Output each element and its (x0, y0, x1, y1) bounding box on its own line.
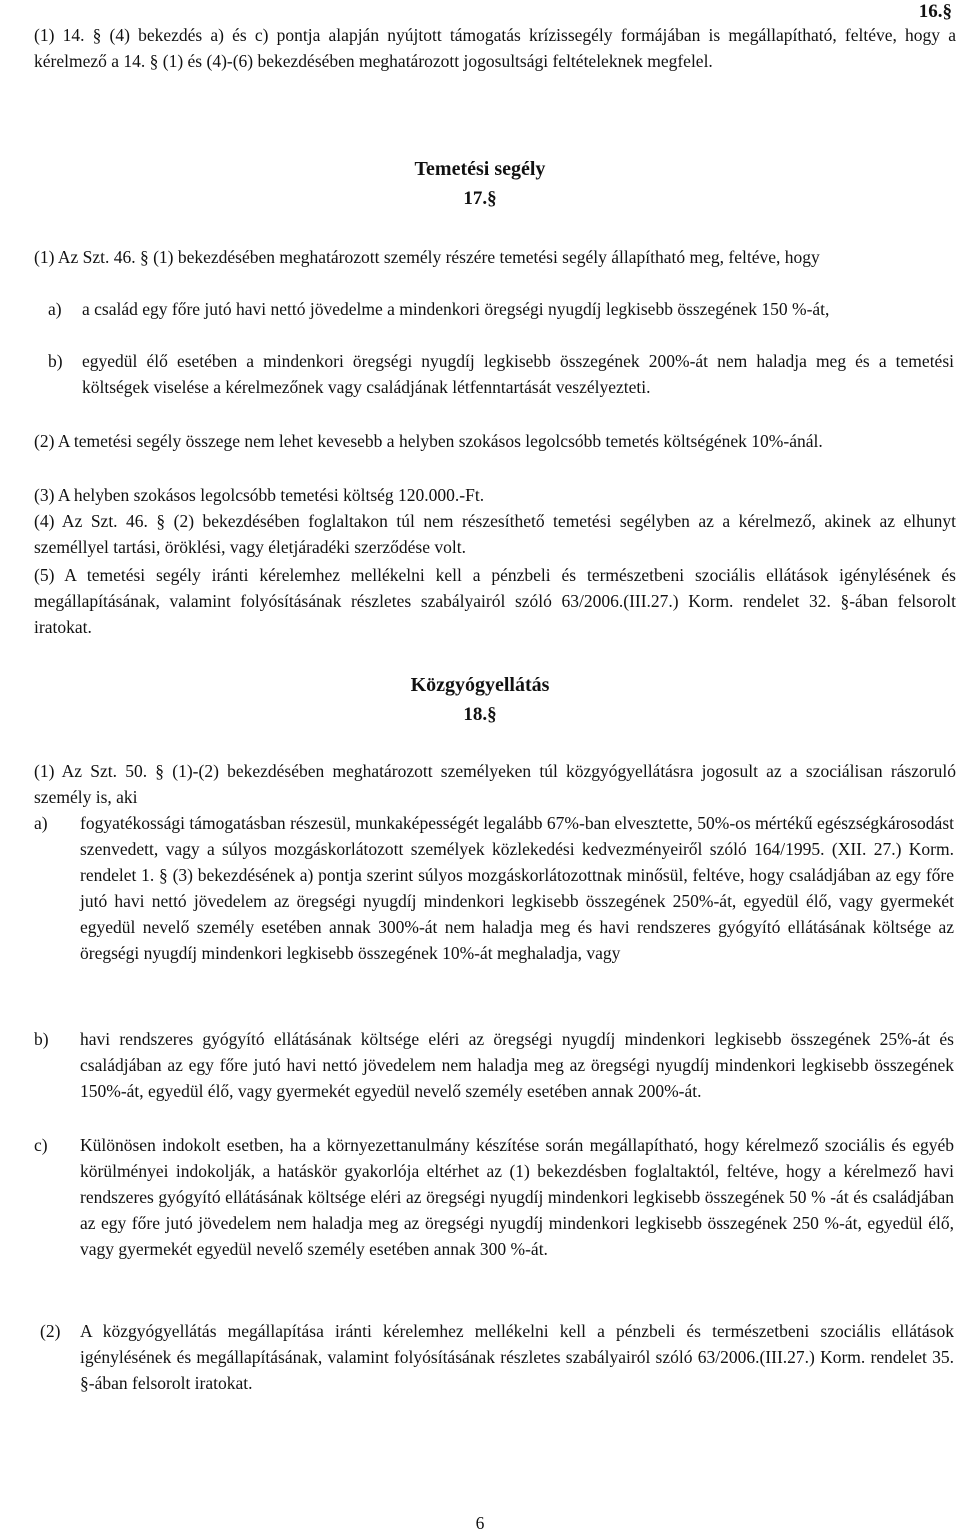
section-18-title: Közgyógyellátás (410, 674, 550, 696)
section-18-intro: (1) Az Szt. 50. § (1)-(2) bekezdésében meghatározott személyeken túl közgyógyellátásra jogosult az a szociálisan rászoruló személy is, aki (34, 761, 956, 807)
section-17-paragraph-2: (2) A temetési segély összege nem lehet kevesebb a helyben szokásos legolcsóbb temetés költségének 10%-ánál. (34, 431, 823, 451)
page-number: 6 (475, 1513, 485, 1533)
section-17-item-a: a család egy főre jutó havi nettó jövedelme a mindenkori öregségi nyugdíj legkisebb összegének 150 %-át, (82, 299, 830, 319)
section-17-item-b: egyedül élő esetében a mindenkori öregségi nyugdíj legkisebb összegének 200%-át nem haladja meg és a temetési költségek viselése a kérelmezőnek vagy családjának létfenntartását veszélyezteti. (82, 351, 954, 397)
section-17-paragraph-5: (5) A temetési segély iránti kérelemhez mellékelni kell a pénzbeli és természetbeni szociális ellátások igénylésének és megállapításának, valamint folyósításának részletes szabályairól szóló 63/2006.(III.27.) Korm. rendelet 32. §-ában felsorolt iratokat. (34, 565, 956, 637)
section-18-paragraph-2: A közgyógyellátás megállapítása iránti kérelemhez mellékelni kell a pénzbeli és természetbeni szociális ellátások igénylésének és megállapításának, valamint folyósításának részletes szabályairól szóló 63/2006.(III.27.) Korm. rendelet 35. §-ában felsorolt iratokat. (80, 1321, 954, 1393)
list-marker: a) (48, 299, 62, 319)
section-16-number: 16.§ (918, 1, 952, 22)
section-17-intro: (1) Az Szt. 46. § (1) bekezdésében meghatározott személy részére temetési segély állapítható meg, feltéve, hogy (34, 247, 820, 267)
section-17-paragraph-4: (4) Az Szt. 46. § (2) bekezdésében foglaltakon túl nem részesíthető temetési segélyben az a kérelmező, akinek az elhunyt személlyel tartási, öröklési, vagy életjáradéki szerződése volt. (34, 511, 956, 557)
section-18-item-c: Különösen indokolt esetben, ha a környezettanulmány készítése során megállapítható, hogy kérelmező szociális és egyéb körülményei indokolják, a hatáskör gyakorlója eltérhet az (1) bekezdésben foglaltaktól, feltéve, hogy a kérelmező havi rendszeres gyógyító ellátásának költsége eléri az öregségi nyugdíj mindenkori legkisebb összegének 50 % -át és családjában az egy főre jutó jövedelem nem haladja meg az öregségi nyugdíj mindenkori legkisebb összegének 250 %-át, egyedül élő, vagy gyermekét egyedül nevelő személy esetében annak 300 %-át. (80, 1135, 954, 1259)
list-marker: c) (34, 1135, 48, 1155)
list-marker: (2) (40, 1321, 61, 1341)
list-marker: b) (48, 351, 63, 371)
list-marker: a) (34, 813, 48, 833)
list-marker: b) (34, 1029, 49, 1049)
section-17-paragraph-3: (3) A helyben szokásos legolcsóbb temetési költség 120.000.-Ft. (34, 485, 485, 505)
section-18-number: 18.§ (463, 704, 497, 725)
section-17-title: Temetési segély (414, 158, 546, 180)
section-18-item-a: fogyatékossági támogatásban részesül, munkaképességét legalább 67%-ban elvesztette, 50%-os mértékű egészségkárosodást szenvedett, vagy a súlyos mozgáskorlátozott személyek közlekedési kedvezményeiről szóló 164/1995. (XII. 27.) Korm. rendelet 1. § (3) bekezdésének a) pontja szerint súlyos mozgáskorlátozottnak minősül, feltéve, hogy családjában az egy főre jutó havi nettó jövedelem az öregségi nyugdíj mindenkori legkisebb összegének 250%-át, egyedül élő, vagy gyermekét egyedül nevelő személy esetében annak 300%-át nem haladja meg és havi rendszeres gyógyító ellátásának költsége az öregségi nyugdíj mindenkori legkisebb összegének 10%-át meghaladja, vagy (80, 813, 954, 963)
section-16-paragraph-1: (1) 14. § (4) bekezdés a) és c) pontja alapján nyújtott támogatás krízissegély formájában is megállapítható, feltéve, hogy a kérelmező a 14. § (1) és (4)-(6) bekezdésében meghatározott jogosultsági feltételeknek megfelel. (34, 25, 956, 71)
section-18-item-b: havi rendszeres gyógyító ellátásának költsége eléri az öregségi nyugdíj mindenkori legkisebb összegének 25%-át és családjában az egy főre jutó havi nettó jövedelem nem haladja meg az öregségi nyugdíj mindenkori legkisebb összegének 150%-át, egyedül élő, vagy gyermekét egyedül nevelő személy esetében annak 200%-át. (80, 1029, 954, 1101)
section-17-number: 17.§ (463, 188, 497, 209)
